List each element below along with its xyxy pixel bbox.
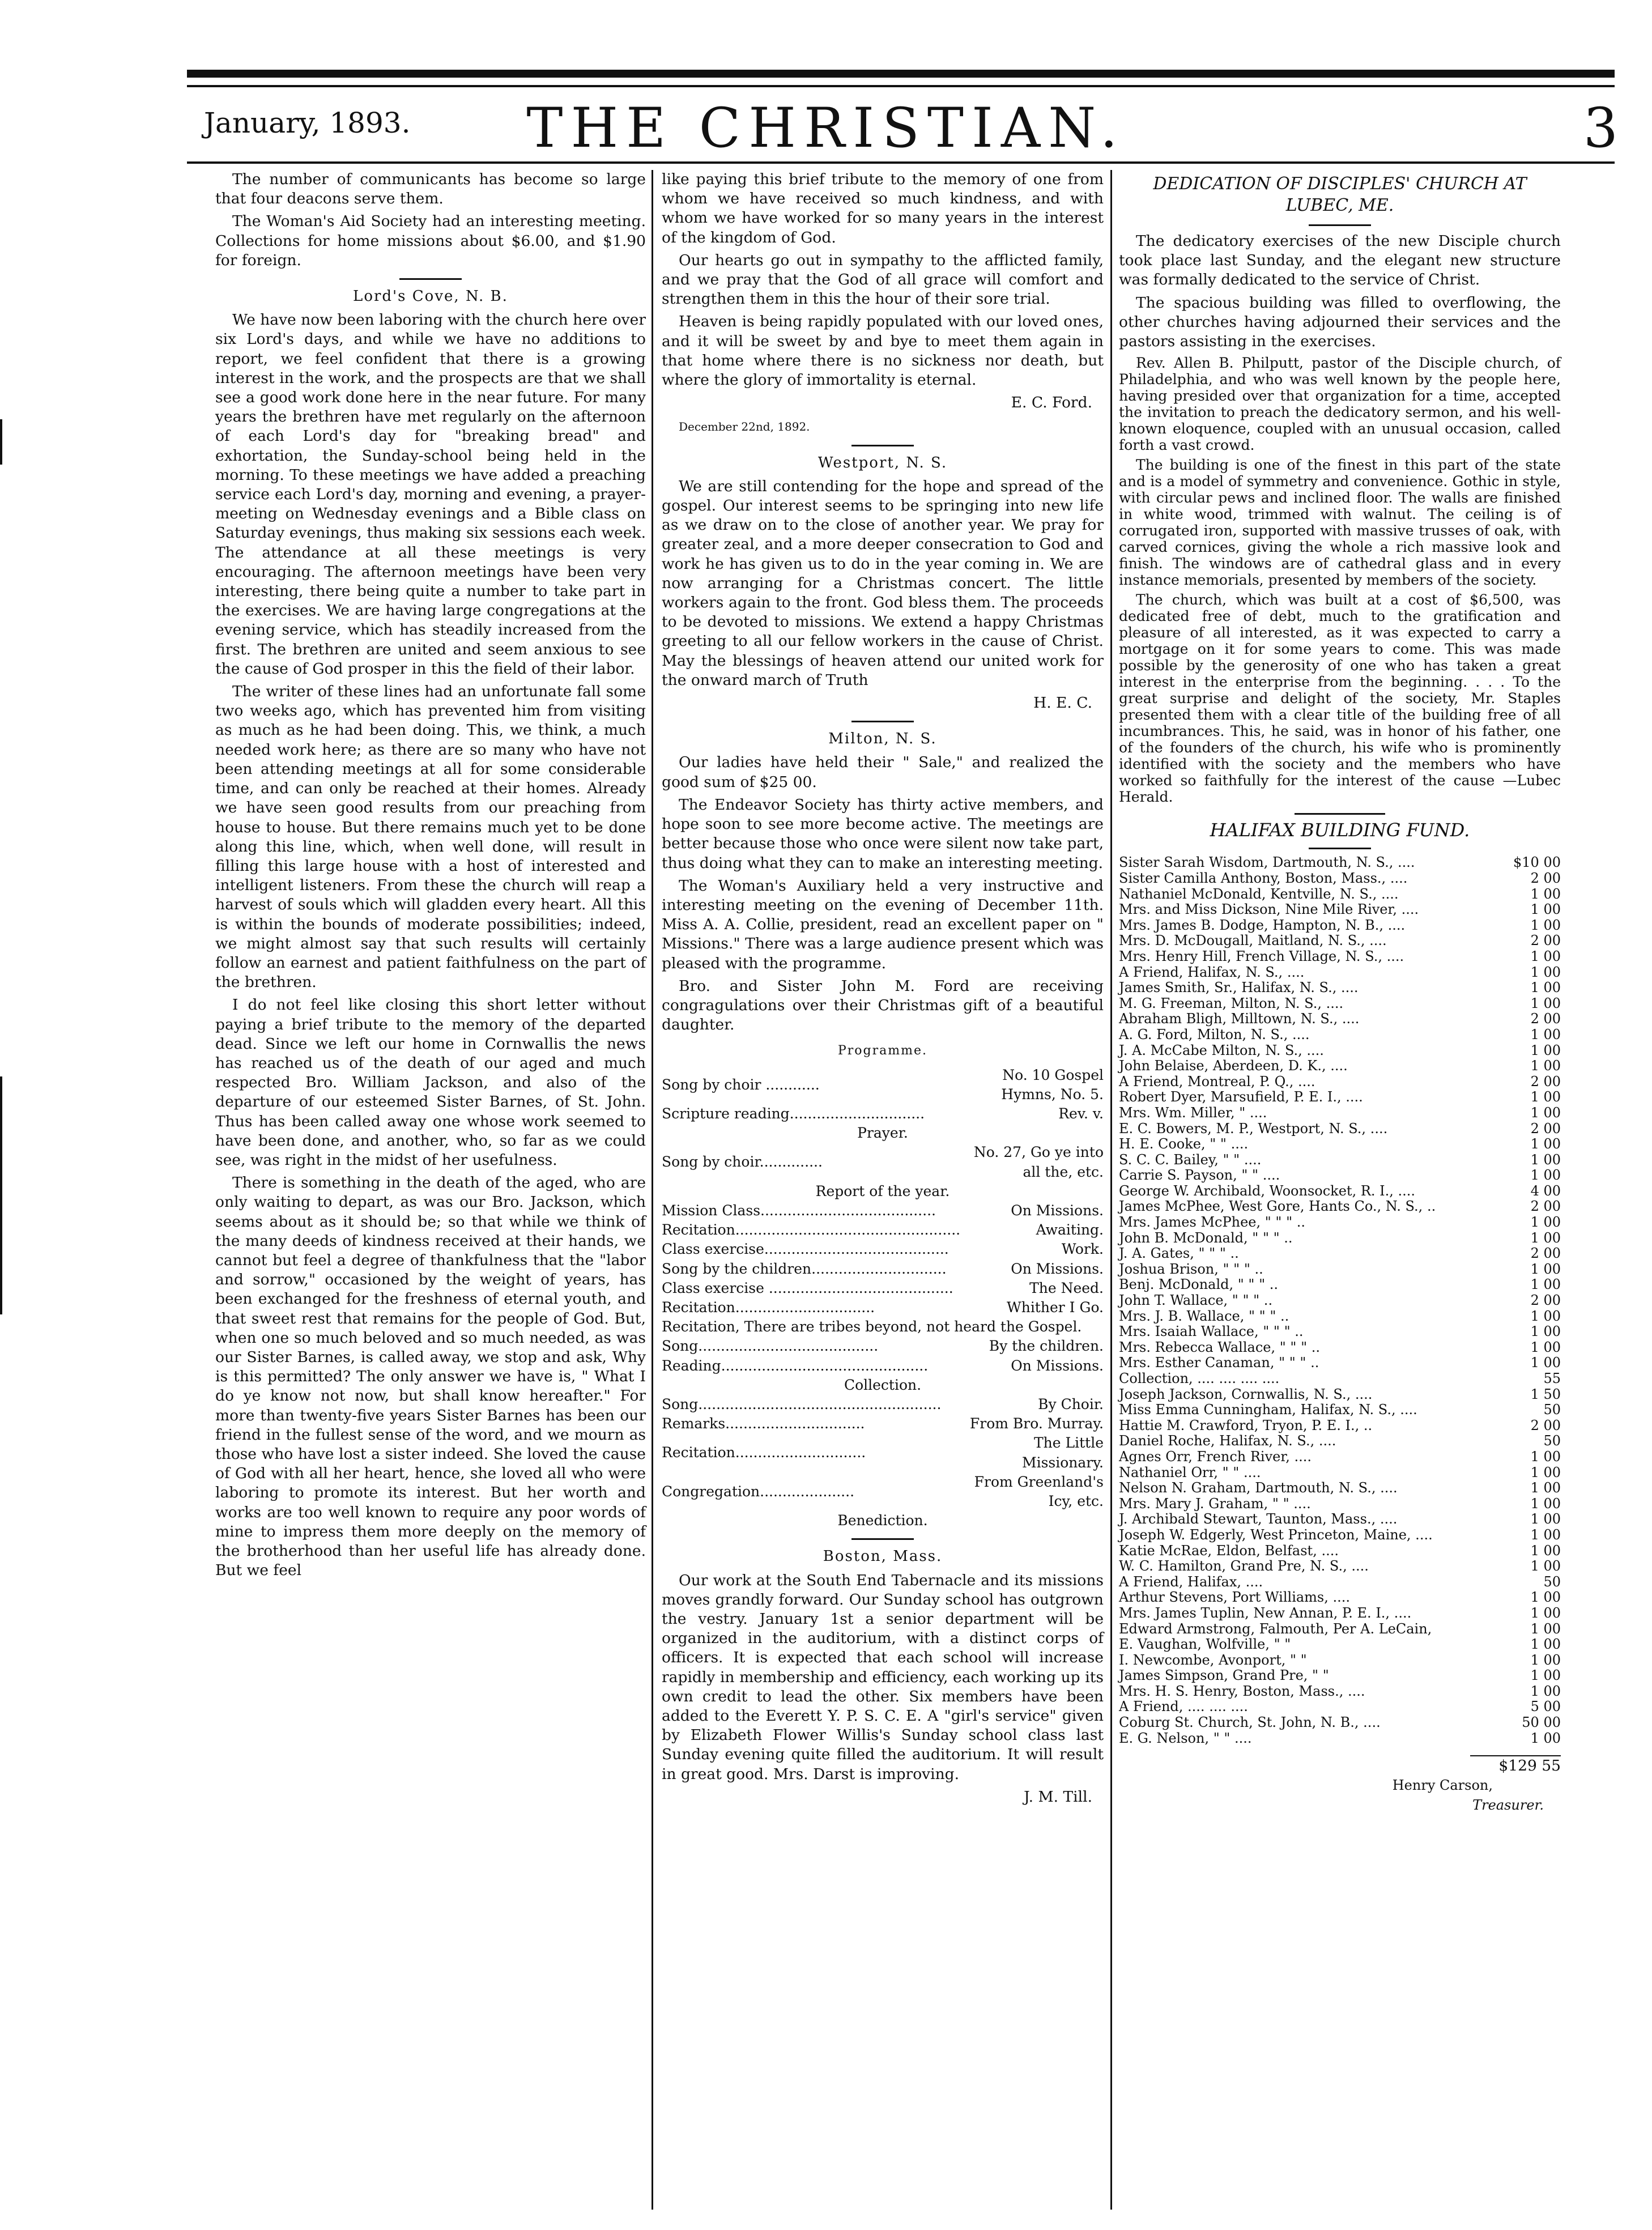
- donation-amount: 1 00: [1530, 1464, 1561, 1480]
- donor-name: Mrs. and Miss Dickson, Nine Mile River, ....: [1119, 901, 1419, 918]
- donor-name: Mrs. James B. Dodge, Hampton, N. B., ....: [1119, 917, 1406, 933]
- donation-amount: 1 00: [1530, 886, 1561, 902]
- fund-row: [1119, 1184, 1561, 1199]
- programme-row: [662, 1279, 1104, 1298]
- programme-table: [662, 1066, 1104, 1531]
- fund-row: [1119, 1684, 1561, 1700]
- donor-name: James McPhee, West Gore, Hants Co., N. S., ..: [1119, 1198, 1436, 1215]
- fund-row: [1119, 1622, 1561, 1637]
- donation-amount: 1 00: [1530, 1323, 1561, 1340]
- fund-row: [1119, 1699, 1561, 1715]
- donor-name: John Belaise, Aberdeen, D. K., ....: [1119, 1058, 1348, 1074]
- article-paragraph: The number of communicants has become so large that four deacons serve them.: [215, 171, 646, 208]
- donation-amount: 1 00: [1530, 1730, 1561, 1746]
- donation-amount: 55: [1543, 1371, 1561, 1387]
- donor-name: A. G. Ford, Milton, N. S., ....: [1119, 1026, 1310, 1042]
- programme-item: Recitation...............................: [662, 1299, 875, 1316]
- donation-amount: 2 00: [1530, 1198, 1561, 1215]
- article-paragraph: The building is one of the finest in this part of the state and is a model of symmetry and convenience. Gothic in style, with circular pews and inclined floor. The walls are finished in white wood, trimmed with walnut. The ceiling is of corrugated iron, supported with massive trusses of oak, with carved cornices, giving the whole a rich massive look and finish. The windows are of cathedral glass and in every instance memorials, presented by members of the society.: [1119, 457, 1561, 589]
- donor-name: I. Newcombe, Avonport, " ": [1119, 1652, 1307, 1668]
- fund-row: [1119, 1527, 1561, 1543]
- programme-detail: Whither I Go.: [1007, 1299, 1104, 1316]
- donation-amount: 2 00: [1530, 870, 1561, 887]
- article-paragraph: I do not feel like closing this short letter without paying a brief tribute to the memory of the departed dead. Since we left our home in Cornwallis the news has reached us of the death of our aged and much respected Bro. William Jackson, and also of the departure of our esteemed Sister Barnes, of St. John. Thus has been called away one whose work seemed to have been done, and another, who, so far as we could see, was right in the midst of her usefulness.: [215, 996, 646, 1169]
- fund-row: [1119, 1574, 1561, 1590]
- fund-row: [1119, 1371, 1561, 1387]
- programme-row: [662, 1201, 1104, 1220]
- donor-name: Sister Camilla Anthony, Boston, Mass., ....: [1119, 870, 1408, 887]
- donation-amount: 2 00: [1530, 933, 1561, 949]
- programme-row: [662, 1395, 1104, 1414]
- fund-row: [1119, 1449, 1561, 1465]
- donor-name: Mrs. H. S. Henry, Boston, Mass., ....: [1119, 1683, 1365, 1699]
- donation-amount: 5 00: [1530, 1699, 1561, 1715]
- section-heading: Boston, Mass.: [823, 1548, 943, 1565]
- fund-row: [1119, 965, 1561, 981]
- donor-name: Mrs. James Tuplin, New Annan, P. E. I., ....: [1119, 1605, 1412, 1621]
- donation-amount: 1 00: [1530, 1104, 1561, 1121]
- programme-item: Mission Class.......................................: [662, 1202, 936, 1219]
- fund-row: [1119, 1496, 1561, 1512]
- donor-name: E. C. Bowers, M. P., Westport, N. S., ....: [1119, 1120, 1388, 1137]
- donation-amount: 1 00: [1530, 1261, 1561, 1277]
- programme-detail: On Missions.: [1011, 1260, 1104, 1277]
- donation-amount: 2 00: [1530, 1011, 1561, 1027]
- article-paragraph: We are still contending for the hope and spread of the gospel. Our interest seems to be springing into new life as we draw on to the close of another year. We pray for greater zeal, and a more deeper consecration to God and work he has given us to do in the year coming in. We are now arranging for a Christmas concert. The little workers again to the front. God bless them. The proceeds to be devoted to missions. We extend a happy Christmas greeting to all our fellow workers in the cause of Christ. May the blessings of heaven attend our united work for the onward march of Truth: [662, 477, 1104, 689]
- donation-amount: 1 00: [1530, 1151, 1561, 1168]
- donor-name: Joseph Jackson, Cornwallis, N. S., ....: [1119, 1386, 1373, 1402]
- section-rule: [1295, 813, 1385, 815]
- article-paragraph: There is something in the death of the aged, who are only waiting to depart, as was our Bro. Jackson, which seems about as it should be; so that while we think of the many deeds of kindness received at their hands, we cannot but feel a degree of thankfulness that the "labor and sorrow," occasioned by the weight of years, has been exchanged for the freshness of eternal youth, and that sweet rest that remains for the people of God. But, when one so much beloved and so much needed, as was our Sister Barnes, is called away, we stop and ask, Why is this permitted? The only answer we have is, " What I do ye know not now, but shall know hereafter." For more than twenty-five years Sister Barnes has been our friend in the fullest sense of the word, and we mourn as those who have lost a sister indeed. She loved the cause of God with all her heart, hence, she loved all who were laboring to promote its interest. But her worth and works are too well known to require any poor words of mine to impress them more deeply on the memory of the brotherhood than her useful life has already done. But we feel: [215, 1174, 646, 1580]
- donor-name: H. E. Cooke, " " ....: [1119, 1136, 1249, 1152]
- donation-amount: 1 00: [1530, 1605, 1561, 1621]
- header-rule: [187, 161, 1615, 164]
- article-paragraph: The dedicatory exercises of the new Disciple church took place last Sunday, and the elegant new structure was formally dedicated to the service of Christ.: [1119, 232, 1561, 289]
- donation-amount: 1 00: [1530, 1058, 1561, 1074]
- fund-row: [1119, 1543, 1561, 1559]
- article-paragraph: The Woman's Aid Society had an interesting meeting. Collections for home missions about $6.00, and $1.90 for foreign.: [215, 212, 646, 269]
- donation-amount: 1 00: [1530, 1558, 1561, 1574]
- fund-row: [1119, 1027, 1561, 1043]
- programme-row: [662, 1433, 1104, 1472]
- donation-amount: 1 00: [1530, 1495, 1561, 1512]
- programme-row: [662, 1259, 1104, 1279]
- programme-item: Congregation.....................: [662, 1483, 855, 1500]
- top-rule-thin: [187, 85, 1615, 87]
- article-paragraph: Our ladies have held their " Sale," and realized the good sum of $25 00.: [662, 754, 1104, 791]
- donor-name: Coburg St. Church, St. John, N. B., ....: [1119, 1714, 1381, 1731]
- donation-amount: 1 00: [1530, 1636, 1561, 1653]
- article-paragraph: Our hearts go out in sympathy to the afflicted family, and we pray that the God of all grace will comfort and strengthen them in this the hour of their sore trial.: [662, 251, 1104, 308]
- donor-name: Robert Dyer, Marsufield, P. E. I., ....: [1119, 1089, 1363, 1105]
- article-paragraph: The spacious building was filled to overflowing, the other churches having adjourned their services and the pastors assisting in the exercises.: [1119, 293, 1561, 351]
- programme-row: [662, 1473, 1104, 1511]
- fund-row: [1119, 1074, 1561, 1090]
- programme-item: Class exercise.........................................: [662, 1241, 949, 1258]
- donation-amount: 1 00: [1530, 1214, 1561, 1231]
- article-paragraph: The church, which was built at a cost of $6,500, was dedicated free of debt, much to the gratification and pleasure of all interested, as it was expected to carry a mortgage on it for some years to come. This was made possible by the generosity of one who has taken a great interest in the enterprise from the beginning. . . . To the great surprise and delight of the society, Mr. Staples presented them with a clear title of the building free of all incumbrances. This, he said, was in honor of his father, one of the founders of the church, his wife who is prominently identified with the society and the members who have worked so faithfully for the interest of the cause —Lubec Herald.: [1119, 591, 1561, 806]
- donor-name: John T. Wallace, " " " ..: [1119, 1292, 1273, 1309]
- donation-amount: 1 50: [1530, 1386, 1561, 1402]
- programme-detail: On Missions.: [1011, 1202, 1104, 1219]
- programme-item: Reading..............................................: [662, 1357, 929, 1374]
- donor-name: A Friend, Halifax, ....: [1119, 1573, 1263, 1590]
- donation-amount: 1 00: [1530, 1480, 1561, 1496]
- programme-detail: Rev. v.: [1058, 1105, 1104, 1122]
- donor-name: Agnes Orr, French River, ....: [1119, 1448, 1312, 1465]
- programme-item: Prayer.: [857, 1125, 908, 1142]
- donation-amount: 2 00: [1530, 1292, 1561, 1309]
- donation-amount: 1 00: [1530, 1089, 1561, 1105]
- programme-row: [662, 1143, 1104, 1181]
- donor-name: Edward Armstrong, Falmouth, Per A. LeCain,: [1119, 1620, 1432, 1637]
- fund-row: [1119, 1277, 1561, 1293]
- treasurer-name: Henry Carson,: [1392, 1777, 1493, 1794]
- donor-name: Joshua Brison, " " " ..: [1119, 1261, 1263, 1277]
- donation-amount: 1 00: [1530, 1042, 1561, 1058]
- donation-amount: 1 00: [1530, 901, 1561, 918]
- donor-name: Abraham Bligh, Milltown, N. S., ....: [1119, 1011, 1360, 1027]
- donation-amount: 1 00: [1530, 1589, 1561, 1606]
- donor-name: A Friend, Halifax, N. S., ....: [1119, 964, 1305, 980]
- donor-name: Nathaniel Orr, " " ....: [1119, 1464, 1261, 1480]
- article-paragraph: We have now been laboring with the church here over six Lord's days, and while we have no additions to report, we feel confident that there is a growing interest in the work, and the prospects are that we shall see a good work done here in the near future. For many years the brethren have met regularly on the afternoon of each Lord's day for "breaking bread" and exhortation, the Sunday-school being held in the morning. To these meetings we have added a preaching service each Lord's day, morning and evening, a prayer-meeting on Wednesday evenings and a Bible class on Saturday evenings, thus making six sessions each week. The attendance at all these meetings is very encouraging. The afternoon meetings have been very interesting, there being quite a number to take part in the exercises. We are having large congregations at the evening service, which has steadily increased from the first. The brethren are united and seem anxious to see the cause of God prosper in this the field of their labor.: [215, 311, 646, 678]
- signature: J. M. Till.: [1024, 1788, 1092, 1806]
- donation-amount: 1 00: [1530, 948, 1561, 964]
- donation-amount: 1 00: [1530, 1667, 1561, 1684]
- fund-row: [1119, 1340, 1561, 1356]
- donation-amount: 1 00: [1530, 1526, 1561, 1543]
- donor-name: Mrs. James McPhee, " " " ..: [1119, 1214, 1306, 1231]
- top-rule-thick: [187, 70, 1615, 78]
- fund-row: [1119, 949, 1561, 965]
- page-number: 3: [1583, 96, 1618, 160]
- fund-row: [1119, 902, 1561, 918]
- fund-row: [1119, 887, 1561, 903]
- programme-detail: From Bro. Murray.: [969, 1415, 1104, 1432]
- donor-name: Mrs. D. McDougall, Maitland, N. S., ....: [1119, 933, 1387, 949]
- fund-row: [1119, 871, 1561, 887]
- fund-row: [1119, 1433, 1561, 1449]
- programme-row: [662, 1123, 1104, 1143]
- programme-detail: No. 27, Go ye into all the, etc.: [973, 1144, 1104, 1180]
- donation-amount: 1 00: [1530, 1308, 1561, 1324]
- donor-name: W. C. Hamilton, Grand Pre, N. S., ....: [1119, 1558, 1369, 1574]
- section-heading: Milton, N. S.: [828, 730, 937, 748]
- article-paragraph: The writer of these lines had an unfortunate fall some two weeks ago, which has prevented him from visiting as much as he had been doing. This, we think, a much needed work here; as there are so many who have not been attending meetings at all for some considerable time, and can only be reached at their homes. Already we have seen good results from our preaching from house to house. But there remains much yet to be done along this line, which, when well done, will result in filling this large house with a host of interested and intelligent listeners. From these the church will reap a harvest of souls which will gladden every heart. All this is within the bounds of moderate possibilities; indeed, we might almost say that such results will certainly follow an earnest and patient faithfulness on the part of the brethren.: [215, 683, 646, 991]
- section-heading: Lord's Cove, N. B.: [353, 288, 508, 305]
- donation-amount: 1 00: [1530, 1167, 1561, 1184]
- article-paragraph: like paying this brief tribute to the memory of one from whom we have received so much kindness, and with whom we have worked for so many years in the interest of the kingdom of God.: [662, 171, 1104, 246]
- article-paragraph: Bro. and Sister John M. Ford are receiving congragulations over their Christmas gift of a beautiful daughter.: [662, 977, 1104, 1034]
- programme-row: [662, 1066, 1104, 1104]
- fund-row: [1119, 1121, 1561, 1137]
- programme-row: [662, 1414, 1104, 1433]
- programme-detail: The Little Missionary.: [1021, 1435, 1104, 1471]
- donor-name: M. G. Freeman, Milton, N. S., ....: [1119, 995, 1344, 1011]
- fund-row: [1119, 1215, 1561, 1231]
- fund-row: [1119, 1715, 1561, 1731]
- margin-bracket-lower: [0, 1076, 2, 1314]
- fund-row: [1119, 1105, 1561, 1121]
- section-rule: [1309, 224, 1371, 226]
- fund-row: [1119, 1387, 1561, 1403]
- donation-amount: 4 00: [1530, 1182, 1561, 1199]
- fund-row: [1119, 996, 1561, 1012]
- donor-name: George W. Archibald, Woonsocket, R. I., ....: [1119, 1182, 1416, 1199]
- fund-row: [1119, 1199, 1561, 1215]
- donation-amount: 1 00: [1530, 917, 1561, 933]
- donor-name: John B. McDonald, " " " ..: [1119, 1229, 1293, 1246]
- fund-row: [1119, 1043, 1561, 1059]
- programme-detail: From Greenland's Icy, etc.: [974, 1473, 1104, 1509]
- fund-row: [1119, 1668, 1561, 1684]
- donor-name: Katie McRae, Eldon, Belfast, ....: [1119, 1542, 1339, 1559]
- fund-row: [1119, 1590, 1561, 1606]
- programme-item: Class exercise .........................................: [662, 1279, 953, 1296]
- donor-name: Mrs. Rebecca Wallace, " " " ..: [1119, 1339, 1320, 1355]
- donation-amount: 2 00: [1530, 1073, 1561, 1090]
- donor-name: E. Vaughan, Wolfville, " ": [1119, 1636, 1291, 1653]
- fund-row: [1119, 1246, 1561, 1262]
- programme-row: [662, 1511, 1104, 1530]
- section-rule: [399, 278, 462, 280]
- donor-name: Carrie S. Payson, " " ....: [1119, 1167, 1280, 1184]
- programme-detail: Awaiting.: [1036, 1222, 1104, 1239]
- fund-row: [1119, 1653, 1561, 1669]
- signature: E. C. Ford.: [1011, 394, 1092, 412]
- donor-name: Mrs. Henry Hill, French Village, N. S., ....: [1119, 948, 1404, 964]
- programme-detail: Work.: [1061, 1241, 1104, 1258]
- donor-name: Benj. McDonald, " " " ..: [1119, 1276, 1279, 1293]
- programme-item: Recitation..................................................: [662, 1222, 961, 1239]
- fund-total: $129 55: [1470, 1755, 1561, 1776]
- donation-amount: 1 00: [1530, 1136, 1561, 1152]
- fund-row: [1119, 918, 1561, 934]
- section-rule: [851, 1538, 914, 1540]
- donation-amount: 50: [1543, 1573, 1561, 1590]
- donation-amount: 1 00: [1530, 1229, 1561, 1246]
- programme-item: Song by choir ............: [662, 1076, 820, 1093]
- fund-row: [1119, 1402, 1561, 1418]
- signature: H. E. C.: [1033, 694, 1092, 712]
- fund-row: [1119, 1152, 1561, 1168]
- programme-row: [662, 1220, 1104, 1240]
- donor-name: Miss Emma Cunningham, Halifax, N. S., ....: [1119, 1402, 1417, 1418]
- fund-row: [1119, 1137, 1561, 1152]
- fund-row: [1119, 855, 1561, 871]
- donation-amount: 1 00: [1530, 1511, 1561, 1527]
- fund-row: [1119, 1731, 1561, 1747]
- donation-amount: 50: [1543, 1433, 1561, 1449]
- programme-row: [662, 1356, 1104, 1376]
- donation-amount: 2 00: [1530, 1120, 1561, 1137]
- fund-heading: HALIFAX BUILDING FUND.: [1210, 819, 1470, 841]
- programme-item: Remarks...............................: [662, 1415, 865, 1432]
- fund-row: [1119, 1293, 1561, 1309]
- section-heading: Westport, N. S.: [818, 454, 948, 471]
- donor-name: Mrs. J. B. Wallace, " " " ..: [1119, 1308, 1289, 1324]
- programme-item: Song by the children..............................: [662, 1260, 947, 1277]
- programme-heading: Programme.: [837, 1044, 927, 1058]
- donor-name: S. C. C. Bailey, " " ....: [1119, 1151, 1262, 1168]
- fund-row: [1119, 1559, 1561, 1574]
- donation-amount: 1 00: [1530, 995, 1561, 1011]
- donation-amount: 1 00: [1530, 1683, 1561, 1699]
- fund-row: [1119, 1324, 1561, 1340]
- fund-row: [1119, 1637, 1561, 1653]
- section-rule: [1309, 848, 1371, 849]
- donation-amount: 1 00: [1530, 964, 1561, 980]
- programme-item: Song........................................: [662, 1338, 879, 1355]
- column-2: [662, 170, 1104, 1811]
- newspaper-title: THE CHRISTIAN.: [526, 96, 1126, 160]
- fund-row: [1119, 1262, 1561, 1278]
- donor-name: Sister Sarah Wisdom, Dartmouth, N. S., ....: [1119, 854, 1415, 871]
- programme-item: Scripture reading..............................: [662, 1105, 925, 1122]
- donor-name: Arthur Stevens, Port Williams, ....: [1119, 1589, 1351, 1606]
- donation-amount: $10 00: [1513, 854, 1561, 871]
- donor-name: Mrs. Wm. Miller, " ....: [1119, 1104, 1267, 1121]
- donation-amount: 1 00: [1530, 1276, 1561, 1293]
- programme-item: Benediction.: [837, 1512, 928, 1529]
- donor-name: Mrs. Mary J. Graham, " " ....: [1119, 1495, 1311, 1512]
- article-paragraph: Our work at the South End Tabernacle and its missions moves grandly forward. Our Sunday school has outgrown the vestry. January 1st a senior department will be organized in the auditorium, with a distinct corps of officers. It is expected that each school will increase rapidly in membership and efficiency, each working up its own credit to lead the other. Six members have been added to the Everett Y. P. S. C. E. A "girl's service" given by Elizabeth Flower Willis's Sunday school class last Sunday evening quite filled the auditorium. It will result in great good. Mrs. Darst is improving.: [662, 1571, 1104, 1783]
- fund-row: [1119, 980, 1561, 996]
- programme-item: Song by choir..............: [662, 1154, 823, 1171]
- column-1: [215, 170, 646, 1584]
- column-divider-1: [652, 170, 653, 2210]
- column-divider-2: [1110, 170, 1112, 2210]
- donation-amount: 50: [1543, 1402, 1561, 1418]
- donor-name: J. A. Gates, " " " ..: [1119, 1245, 1239, 1262]
- programme-item: Report of the year.: [815, 1182, 950, 1199]
- donation-amount: 2 00: [1530, 1245, 1561, 1262]
- fund-row: [1119, 1168, 1561, 1184]
- fund-row: [1119, 1418, 1561, 1434]
- donor-name: Mrs. Isaiah Wallace, " " " ..: [1119, 1323, 1304, 1340]
- programme-detail: On Missions.: [1011, 1357, 1104, 1374]
- article-paragraph: The Woman's Auxiliary held a very instructive and interesting meeting on the evening of December 11th. Miss A. A. Collie, president, read an excellent paper on " Missions." There was a large audience present which was pleased with the programme.: [662, 876, 1104, 972]
- fund-row: [1119, 1512, 1561, 1527]
- fund-row: [1119, 1465, 1561, 1481]
- fund-row: [1119, 1606, 1561, 1622]
- fund-row: [1119, 1090, 1561, 1105]
- fund-row: [1119, 1058, 1561, 1074]
- fund-row: [1119, 933, 1561, 949]
- programme-detail: By Choir.: [1038, 1395, 1104, 1412]
- programme-item: Recitation.............................: [662, 1444, 866, 1461]
- donor-name: Hattie M. Crawford, Tryon, P. E. I., ..: [1119, 1417, 1373, 1433]
- donor-name: Joseph W. Edgerly, West Princeton, Maine, ....: [1119, 1526, 1433, 1543]
- donor-name: A Friend, .... .... ....: [1119, 1699, 1248, 1715]
- donation-amount: 1 00: [1530, 1652, 1561, 1668]
- treasurer-title: Treasurer.: [1472, 1797, 1544, 1813]
- article-paragraph: Rev. Allen B. Philputt, pastor of the Disciple church, of Philadelphia, and who was well known by the people here, having presided over that organization for a time, accepted the invitation to preach the dedicatory sermon, and his well-known eloquence, coupled with an unusual occasion, called forth a vast crowd.: [1119, 355, 1561, 454]
- donor-name: A Friend, Montreal, P. Q., ....: [1119, 1073, 1315, 1090]
- donation-amount: 1 00: [1530, 1620, 1561, 1637]
- programme-row: [662, 1337, 1104, 1356]
- article-paragraph: The Endeavor Society has thirty active members, and hope soon to see more become active. The meetings are better because those who once were silent now take part, thus doing what they can to make an interesting meeting.: [662, 795, 1104, 872]
- programme-row: [662, 1182, 1104, 1201]
- masthead: [0, 96, 1652, 164]
- fund-table: [1119, 855, 1561, 1746]
- programme-row: [662, 1298, 1104, 1317]
- programme-row: [662, 1104, 1104, 1123]
- donation-amount: 2 00: [1530, 1417, 1561, 1433]
- article-paragraph: Heaven is being rapidly populated with our loved ones, and it will be sweet by and bye to meet them again in that home where there is no sickness nor death, but where the glory of immortality is eternal.: [662, 313, 1104, 389]
- fund-row: [1119, 1011, 1561, 1027]
- issue-date: January, 1893.: [204, 107, 411, 139]
- programme-detail: By the children.: [989, 1338, 1104, 1355]
- donor-name: E. G. Nelson, " " ....: [1119, 1730, 1252, 1746]
- fund-row: [1119, 1480, 1561, 1496]
- fund-row: [1119, 1355, 1561, 1371]
- donor-name: J. Archibald Stewart, Taunton, Mass., ....: [1119, 1511, 1398, 1527]
- section-rule: [851, 445, 914, 446]
- fund-row: [1119, 1231, 1561, 1246]
- donor-name: Nelson N. Graham, Dartmouth, N. S., ....: [1119, 1480, 1398, 1496]
- programme-detail: No. 10 Gospel Hymns, No. 5.: [1001, 1066, 1104, 1103]
- donor-name: James Smith, Sr., Halifax, N. S., ....: [1119, 980, 1359, 996]
- donor-name: Mrs. Esther Canaman, " " " ..: [1119, 1355, 1319, 1371]
- donor-name: Collection, .... .... .... ....: [1119, 1371, 1280, 1387]
- donation-amount: 1 00: [1530, 980, 1561, 996]
- programme-detail: The Need.: [1029, 1279, 1104, 1296]
- donor-name: J. A. McCabe Milton, N. S., ....: [1119, 1042, 1324, 1058]
- donation-amount: 50 00: [1522, 1714, 1561, 1731]
- donor-name: Daniel Roche, Halifax, N. S., ....: [1119, 1433, 1336, 1449]
- donation-amount: 1 00: [1530, 1542, 1561, 1559]
- donation-amount: 1 00: [1530, 1355, 1561, 1371]
- section-heading: DEDICATION OF DISCIPLES' CHURCH AT LUBEC, ME.: [1153, 174, 1527, 215]
- programme-row: [662, 1317, 1104, 1337]
- donation-amount: 1 00: [1530, 1339, 1561, 1355]
- programme-row: [662, 1240, 1104, 1259]
- donation-amount: 1 00: [1530, 1026, 1561, 1042]
- donor-name: James Simpson, Grand Pre, " ": [1119, 1667, 1329, 1684]
- programme-item: Song......................................................: [662, 1395, 942, 1412]
- section-rule: [851, 721, 914, 722]
- donation-amount: 1 00: [1530, 1448, 1561, 1465]
- letter-date: December 22nd, 1892.: [679, 420, 810, 434]
- programme-item: Collection.: [844, 1376, 922, 1393]
- programme-item: Recitation, There are tribes beyond, not heard the Gospel.: [662, 1318, 1082, 1335]
- fund-row: [1119, 1309, 1561, 1325]
- margin-bracket: [0, 419, 2, 465]
- column-3: [1119, 170, 1561, 1815]
- programme-row: [662, 1376, 1104, 1395]
- donor-name: Nathaniel McDonald, Kentville, N. S., ....: [1119, 886, 1399, 902]
